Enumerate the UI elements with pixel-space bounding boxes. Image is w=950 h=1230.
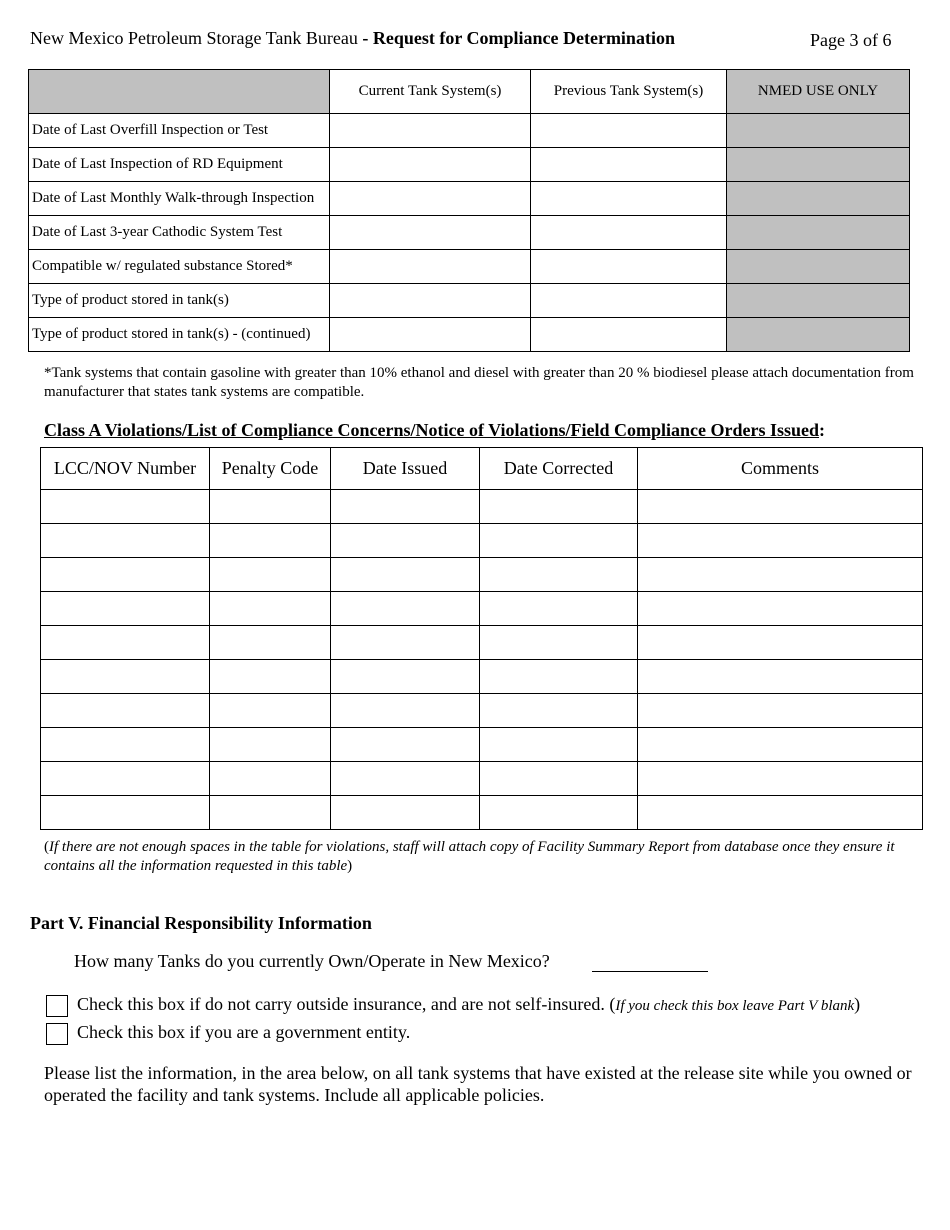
header-nmed-use-only: NMED USE ONLY (727, 70, 910, 114)
date-issued-cell[interactable] (331, 490, 480, 524)
violations-heading-colon: : (819, 420, 826, 440)
current-tank-cell[interactable] (330, 284, 531, 318)
penalty-code-cell[interactable] (210, 762, 331, 796)
table-row (29, 148, 910, 182)
lcc-nov-number-cell[interactable] (41, 524, 210, 558)
comments-cell[interactable] (638, 796, 923, 830)
date-corrected-cell[interactable] (480, 728, 638, 762)
previous-tank-cell[interactable] (531, 216, 727, 250)
no-insurance-note-close: ) (854, 994, 861, 1014)
table-row (41, 728, 923, 762)
comments-cell[interactable] (638, 762, 923, 796)
current-tank-cell[interactable] (330, 318, 531, 352)
tank-table-header (29, 70, 910, 114)
part-v-title: Part V. Financial Responsibility Information (30, 913, 372, 933)
table-row (41, 558, 923, 592)
previous-tank-cell[interactable] (531, 182, 727, 216)
date-corrected-cell[interactable] (480, 558, 638, 592)
table-row (29, 114, 910, 148)
lcc-nov-number-cell[interactable] (41, 626, 210, 660)
header-penalty-code: Penalty Code (210, 448, 331, 490)
table-row (41, 524, 923, 558)
table-row (41, 626, 923, 660)
violations-table-header (41, 448, 923, 490)
table-row (41, 694, 923, 728)
row-label: Date of Last Overfill Inspection or Test (29, 114, 330, 148)
previous-tank-cell[interactable] (531, 250, 727, 284)
tanks-count-field[interactable] (592, 971, 708, 972)
date-corrected-cell[interactable] (480, 796, 638, 830)
no-insurance-checkbox[interactable] (46, 995, 68, 1017)
table-row (29, 250, 910, 284)
current-tank-cell[interactable] (330, 148, 531, 182)
page-number: Page 3 of 6 (810, 30, 892, 50)
row-label: Date of Last Monthly Walk-through Inspection (29, 182, 330, 216)
penalty-code-cell[interactable] (210, 626, 331, 660)
violations-note-close: ) (347, 858, 353, 874)
current-tank-cell[interactable] (330, 250, 531, 284)
form-header (30, 28, 675, 49)
date-issued-cell[interactable] (331, 728, 480, 762)
date-issued-cell[interactable] (331, 796, 480, 830)
date-corrected-cell[interactable] (480, 592, 638, 626)
lcc-nov-number-cell[interactable] (41, 728, 210, 762)
table-row (29, 318, 910, 352)
header-lcc-nov-number: LCC/NOV Number (41, 448, 210, 490)
date-issued-cell[interactable] (331, 694, 480, 728)
date-corrected-cell[interactable] (480, 626, 638, 660)
violations-heading (44, 420, 825, 441)
nmed-use-cell (727, 216, 910, 250)
comments-cell[interactable] (638, 524, 923, 558)
penalty-code-cell[interactable] (210, 796, 331, 830)
header-previous-tank-systems: Previous Tank System(s) (531, 70, 727, 114)
row-label: Type of product stored in tank(s) - (continued) (29, 318, 330, 352)
current-tank-cell[interactable] (330, 216, 531, 250)
comments-cell[interactable] (638, 592, 923, 626)
row-label: Date of Last 3-year Cathodic System Test (29, 216, 330, 250)
date-issued-cell[interactable] (331, 524, 480, 558)
penalty-code-cell[interactable] (210, 694, 331, 728)
date-corrected-cell[interactable] (480, 524, 638, 558)
no-insurance-label (77, 994, 860, 1015)
comments-cell[interactable] (638, 660, 923, 694)
lcc-nov-number-cell[interactable] (41, 592, 210, 626)
tank-table-header-corner (29, 70, 330, 114)
previous-tank-cell[interactable] (531, 284, 727, 318)
penalty-code-cell[interactable] (210, 524, 331, 558)
header-date-corrected: Date Corrected (480, 448, 638, 490)
header-date-issued: Date Issued (331, 448, 480, 490)
current-tank-cell[interactable] (330, 114, 531, 148)
violations-note-text: If there are not enough spaces in the table for violations, staff will attach copy of Facility Summary Report from database once they ensure it contains all the information requested in this table (44, 839, 895, 874)
header-comments: Comments (638, 448, 923, 490)
table-row (41, 660, 923, 694)
violations-table (40, 447, 923, 830)
no-insurance-note-open: ( (609, 994, 616, 1014)
table-row (29, 182, 910, 216)
part-v-instructions: Please list the information, in the area below, on all tank systems that have existed at the release site while you owned or operated the facility and tank systems. Include all applicable policies. (44, 1063, 912, 1105)
no-insurance-note: If you check this box leave Part V blank (615, 998, 855, 1014)
previous-tank-cell[interactable] (531, 114, 727, 148)
penalty-code-cell[interactable] (210, 490, 331, 524)
tank-system-table (28, 69, 910, 352)
violations-note-open: ( (44, 839, 49, 855)
current-tank-cell[interactable] (330, 182, 531, 216)
date-issued-cell[interactable] (331, 762, 480, 796)
violations-note (44, 838, 924, 876)
lcc-nov-number-cell[interactable] (41, 762, 210, 796)
table-row (29, 284, 910, 318)
lcc-nov-number-cell[interactable] (41, 490, 210, 524)
no-insurance-label-text: Check this box if do not carry outside insurance, and are not self-insured. (77, 994, 605, 1014)
table-row (29, 216, 910, 250)
comments-cell[interactable] (638, 490, 923, 524)
comments-cell[interactable] (638, 558, 923, 592)
compatibility-footnote: *Tank systems that contain gasoline with greater than 10% ethanol and diesel with greater than 20 % biodiesel please attach documentation from manufacturer that states tank systems are compatible. (44, 365, 914, 400)
agency-name: New Mexico Petroleum Storage Tank Bureau (30, 28, 358, 48)
nmed-use-cell (727, 148, 910, 182)
previous-tank-cell[interactable] (531, 148, 727, 182)
table-row (41, 592, 923, 626)
table-row (41, 490, 923, 524)
government-entity-label: Check this box if you are a government entity. (77, 1022, 411, 1042)
header-current-tank-systems: Current Tank System(s) (330, 70, 531, 114)
nmed-use-cell (727, 284, 910, 318)
table-row (41, 796, 923, 830)
nmed-use-cell (727, 318, 910, 352)
penalty-code-cell[interactable] (210, 660, 331, 694)
date-corrected-cell[interactable] (480, 660, 638, 694)
penalty-code-cell[interactable] (210, 728, 331, 762)
violations-heading-text: Class A Violations/List of Compliance Concerns/Notice of Violations/Field Compliance Orders Issued (44, 420, 820, 440)
tanks-question: How many Tanks do you currently Own/Operate in New Mexico? (74, 951, 550, 971)
comments-cell[interactable] (638, 626, 923, 660)
nmed-use-cell (727, 250, 910, 284)
form-title: Request for Compliance Determination (372, 28, 675, 48)
nmed-use-cell (727, 114, 910, 148)
date-corrected-cell[interactable] (480, 762, 638, 796)
nmed-use-cell (727, 182, 910, 216)
header-separator: - (357, 28, 373, 48)
table-row (41, 762, 923, 796)
lcc-nov-number-cell[interactable] (41, 796, 210, 830)
previous-tank-cell[interactable] (531, 318, 727, 352)
row-label: Date of Last Inspection of RD Equipment (29, 148, 330, 182)
penalty-code-cell[interactable] (210, 592, 331, 626)
row-label: Compatible w/ regulated substance Stored* (29, 250, 330, 284)
date-issued-cell[interactable] (331, 626, 480, 660)
government-entity-checkbox[interactable] (46, 1023, 68, 1045)
row-label: Type of product stored in tank(s) (29, 284, 330, 318)
date-issued-cell[interactable] (331, 660, 480, 694)
date-issued-cell[interactable] (331, 558, 480, 592)
date-corrected-cell[interactable] (480, 490, 638, 524)
comments-cell[interactable] (638, 728, 923, 762)
date-issued-cell[interactable] (331, 592, 480, 626)
penalty-code-cell[interactable] (210, 558, 331, 592)
date-corrected-cell[interactable] (480, 694, 638, 728)
lcc-nov-number-cell[interactable] (41, 694, 210, 728)
lcc-nov-number-cell[interactable] (41, 558, 210, 592)
comments-cell[interactable] (638, 694, 923, 728)
lcc-nov-number-cell[interactable] (41, 660, 210, 694)
